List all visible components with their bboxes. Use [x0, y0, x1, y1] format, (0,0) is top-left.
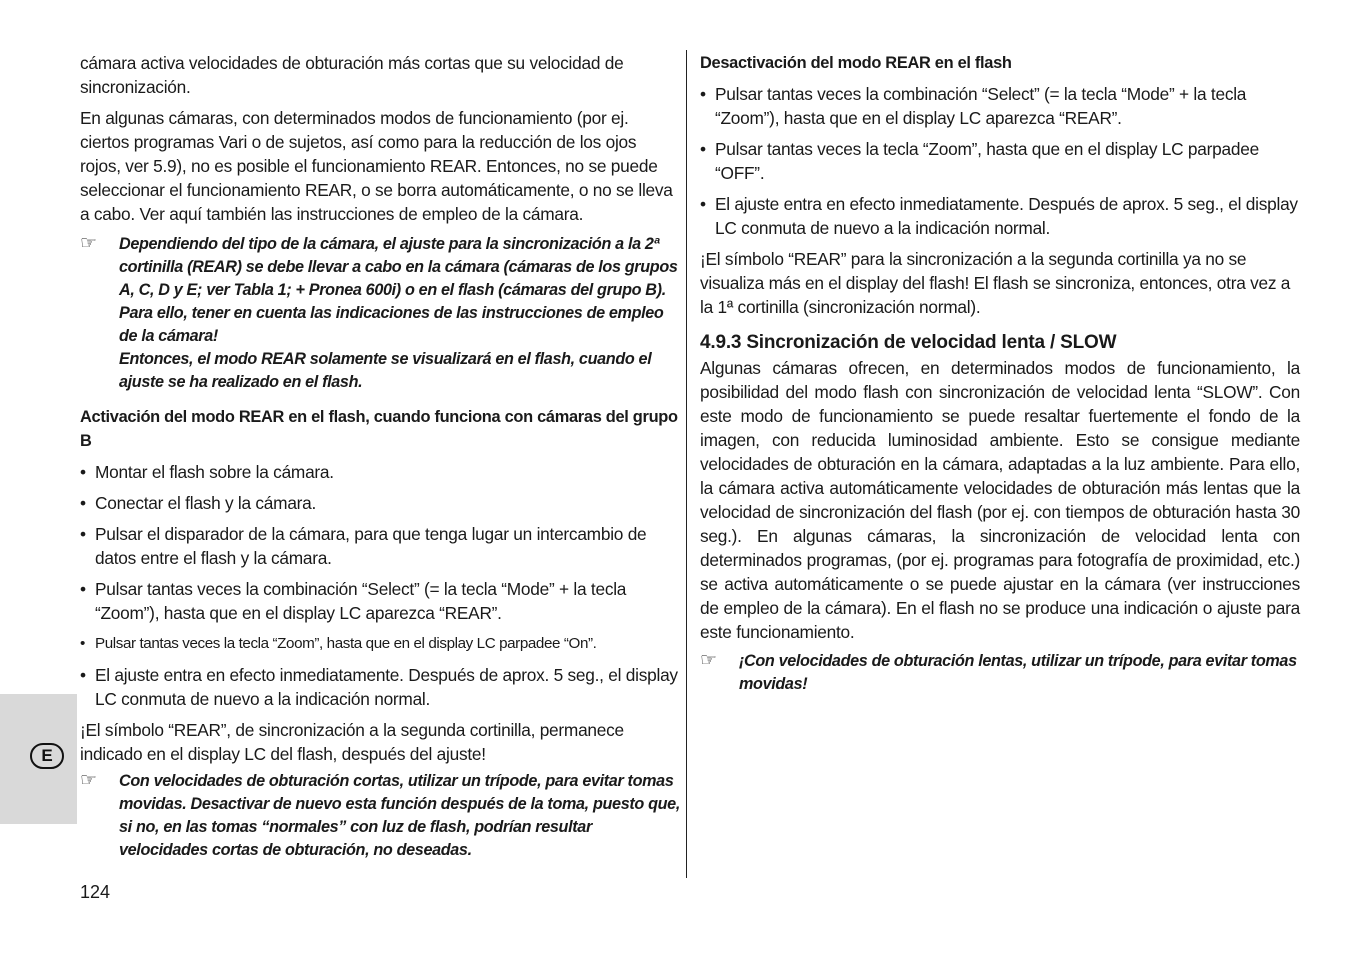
list-item: • Conectar el flash y la cámara. [80, 491, 680, 515]
note-block [80, 770, 680, 862]
section-title: 4.9.3 Sincronización de velocidad lenta / SLOW [700, 332, 1117, 353]
page-number: 124 [80, 882, 111, 902]
paragraph: ¡El símbolo “REAR”, de sincronización a la segunda cortinilla, permanece indicado en el display LC del flash, después del ajuste! [80, 720, 624, 764]
note-block [700, 650, 1300, 696]
list-item: • El ajuste entra en efecto inmediatamente. Después de aprox. 5 seg., el display LC conmuta de nuevo a la indicación normal. [80, 663, 680, 711]
list-item: • Montar el flash sobre la cámara. [80, 460, 680, 484]
paragraph: ¡El símbolo “REAR” para la sincronización a la segunda cortinilla ya no se visualiza más en el display del flash! El flash se sincroniza, entonces, otra vez a la 1ª cortinilla (sincronización normal). [700, 249, 1291, 317]
subheading: Desactivación del modo REAR en el flash [700, 54, 1012, 72]
paragraph: Algunas cámaras ofrecen, en determinados modos de funcionamiento, la posibilidad del modo flash con sincronización de velocidad lenta “SLOW”. Con este modo de funcionamiento se puede resaltar fuertemente el fondo de la imagen, con reducida luminosidad ambiente. Esto se consigue mediante velocidades de obturación en la cámara, adaptadas a la luz ambiente. Para ello, la cámara activa automáticamente velocidades de obturación más lentas que la velocidad de sincronización del flash (por ej. con tiempos de obturación hasta 30 seg.). En algunas cámaras, la sincronización de velocidad lenta con determinados programas, (por ej. programas para fotografía de proximidad, etc.) se activa automáticamente o se puede ajustar en la cámara (ver instrucciones de empleo de la cámara). En el flash no se produce una indicación o ajuste para este funcionamiento. [700, 358, 1300, 642]
note-text: Con velocidades de obturación cortas, utilizar un trípode, para evitar tomas movidas. Desactivar de nuevo esta función después de la toma, puesto que, si no, en las tomas “normales” con luz de flash, podrían resultar velocidades cortas de obturación, no deseadas. [119, 772, 680, 859]
list-item: • El ajuste entra en efecto inmediatamente. Después de aprox. 5 seg., el display LC conmuta de nuevo a la indicación normal. [700, 192, 1300, 240]
pointing-hand-icon: ☞ [700, 650, 717, 671]
note-text: Dependiendo del tipo de la cámara, el ajuste para la sincronización a la 2ª cortinilla (REAR) se debe llevar a cabo en la cámara (cámaras de los grupos A, C, D y E; ver Tabla 1; + Pronea 600i) o en el flash (cámaras del grupo B). Para ello, tener en cuenta las indicaciones de las instrucciones de empleo de la cámara! [119, 235, 678, 345]
note-text: ¡Con velocidades de obturación lentas, utilizar un trípode, para evitar tomas movidas! [739, 652, 1297, 693]
note-block [80, 233, 680, 394]
note-text: Entonces, el modo REAR solamente se visualizará en el flash, cuando el ajuste se ha realizado en el flash. [119, 350, 652, 391]
pointing-hand-icon: ☞ [80, 233, 97, 254]
pointing-hand-icon: ☞ [80, 770, 97, 791]
list-item: • Pulsar tantas veces la combinación “Select” (= la tecla “Mode” + la tecla “Zoom”), hasta que en el display LC aparezca “REAR”. [700, 82, 1300, 130]
right-column [700, 51, 1300, 696]
column-divider [686, 50, 687, 878]
left-column [80, 51, 680, 862]
list-item: • Pulsar el disparador de la cámara, para que tenga lugar un intercambio de datos entre el flash y la cámara. [80, 522, 680, 570]
list-item: • Pulsar tantas veces la tecla “Zoom”, hasta que en el display LC parpadee “OFF”. [700, 137, 1300, 185]
list-item: • Pulsar tantas veces la tecla “Zoom”, hasta que en el display LC parpadee “On”. [80, 632, 680, 656]
language-badge: E [30, 743, 64, 769]
paragraph: cámara activa velocidades de obturación más cortas que su velocidad de sincronización. [80, 53, 624, 97]
subheading: Activación del modo REAR en el flash, cuando funciona con cámaras del grupo B [80, 408, 678, 450]
paragraph: En algunas cámaras, con determinados modos de funcionamiento (por ej. ciertos programas Vari o de sujetos, así como para la reducción de los ojos rojos, ver 5.9), no es posible el funcionamiento REAR. Entonces, no se puede seleccionar el funcionamiento REAR, o se borra automáticamente, o no se lleva a cabo. Ver aquí también las instrucciones de empleo de la cámara. [80, 108, 673, 224]
list-item: • Pulsar tantas veces la combinación “Select” (= la tecla “Mode” + la tecla “Zoom”), hasta que en el display LC aparezca “REAR”. [80, 577, 680, 625]
